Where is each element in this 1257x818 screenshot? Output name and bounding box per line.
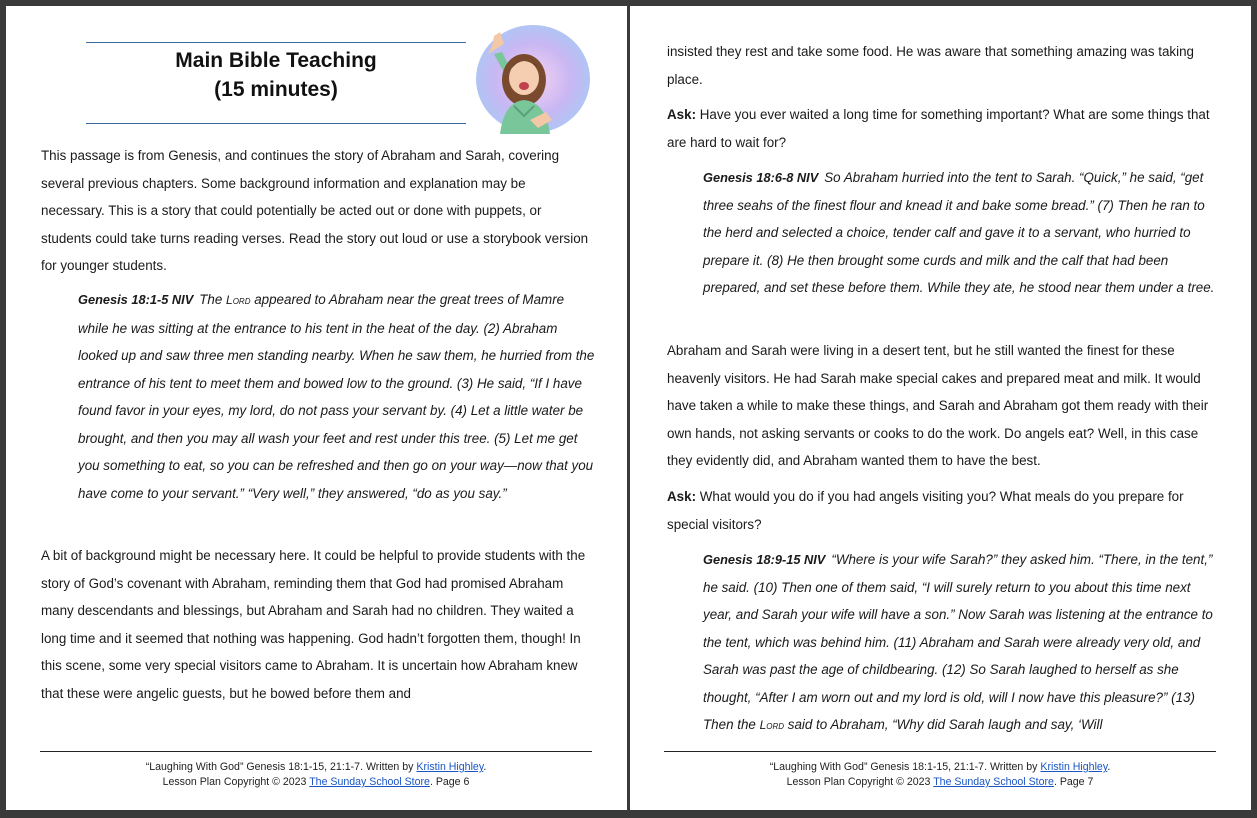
scripture-passage-2: [703, 164, 1223, 302]
scripture-text: So Abraham hurried into the tent to Sarah. “Quick,” he said, “get three seahs of the finest flour and knead it and bake some bread.” (7) Then he ran to the herd and selected a choice, tender calf and gave it to a servant, who hurried to prepare it. (8) He then brought some curds and milk and the calf that had been prepared, and set these before them. While they ate, he stood near them under a tree.: [703, 170, 1215, 295]
ask-text: What would you do if you had angels visiting you? What meals do you prepare for special visitors?: [667, 489, 1184, 532]
footer-rule: [664, 751, 1216, 752]
scripture-reference: Genesis 18:9-15 NIV: [703, 552, 826, 567]
footer-text: .: [483, 761, 487, 773]
ask-text: Have you ever waited a long time for something important? What are some things that are hard to wait for?: [667, 107, 1210, 150]
author-link[interactable]: Kristin Highley: [416, 761, 484, 773]
scripture-passage-3: [703, 546, 1223, 740]
page-7: [630, 6, 1251, 810]
scripture-lord: Lord: [226, 293, 251, 307]
ask-question-1: [667, 101, 1227, 156]
footer-line1: [40, 760, 592, 775]
ask-label: Ask:: [667, 107, 697, 122]
footer-text: “Laughing With God” Genesis 18:1-15, 21:1-7. Written by: [145, 761, 417, 773]
section-title: [86, 46, 466, 104]
footer-text: Lesson Plan Copyright © 2023: [162, 776, 310, 788]
background-paragraph: A bit of background might be necessary here. It could be helpful to provide students with the story of God’s covenant with Abraham, reminding them that God had promised Abraham many descendants and blessings, but Abraham and Sarah had no children. They waited a long time and it seemed that nothing was happening. God hadn’t forgotten them, though! In this scene, some very special visitors came to Abraham. It is uncertain how Abraham knew that these were angelic guests, but he bowed before them and: [41, 548, 586, 701]
footer-line2: [664, 775, 1216, 790]
store-link[interactable]: The Sunday School Store: [933, 776, 1054, 788]
scripture-reference: Genesis 18:6-8 NIV: [703, 170, 819, 185]
ask-label: Ask:: [667, 489, 697, 504]
scripture-lord: Lord: [759, 718, 785, 732]
scripture-reference: Genesis 18:1-5 NIV: [78, 292, 194, 307]
section-title-line2: (15 minutes): [214, 78, 338, 101]
footer-line2: [40, 775, 592, 790]
footer-text: .: [1107, 761, 1111, 773]
ask-question-2: [667, 483, 1227, 538]
continued-paragraph: insisted they rest and take some food. He was aware that something amazing was taking place.: [667, 44, 1194, 87]
page-number: . Page 7: [1053, 776, 1094, 788]
title-bottom-rule: [86, 123, 466, 124]
footer-text: “Laughing With God” Genesis 18:1-15, 21:1-7. Written by: [769, 761, 1041, 773]
page-footer: [40, 760, 592, 790]
title-top-rule: [86, 42, 466, 43]
page-footer: [664, 760, 1216, 790]
footer-line1: [664, 760, 1216, 775]
store-link[interactable]: The Sunday School Store: [309, 776, 430, 788]
footer-rule: [40, 751, 592, 752]
scripture-text: “Where is your wife Sarah?” they asked him. “There, in the tent,” he said. (10) Then one of them said, “I will surely return to you about this time next year, and Sarah your wife will have a son.” Now Sarah was listening at the entrance to the tent, which was behind him. (11) Abraham and Sarah were already very old, and Sarah was past the age of childbearing. (12) So Sarah laughed to herself as she thought, “After I am worn out and my lord is old, will I now have this pleasure?” (13) Then the: [703, 552, 1213, 732]
footer-text: Lesson Plan Copyright © 2023: [786, 776, 934, 788]
intro-paragraph: This passage is from Genesis, and continues the story of Abraham and Sarah, covering several previous chapters. Some background information and explanation may be necessary. This is a story that could potentially be acted out or done with puppets, or students could take turns reading verses. Read the story out loud or use a storybook version for younger students.: [41, 148, 589, 273]
scripture-text: The: [199, 292, 227, 307]
author-link[interactable]: Kristin Highley: [1040, 761, 1108, 773]
scripture-text: appeared to Abraham near the great trees of Mamre while he was sitting at the entrance to his tent in the heat of the day. (2) Abraham looked up and saw three men standing nearby. When he saw them, he hurried from the entrance of his tent to meet them and bowed low to the ground. (3) He said, “If I have found favor in your eyes, my lord, do not pass your servant by. (4) Let a little water be brought, and then you may all wash your feet and rest under this tree. (5) Let me get you something to eat, so you can be refreshed and then go on your way—now that you have come to your servant.” “Very well,” they answered, “do as you say.”: [78, 292, 595, 501]
scripture-passage-1: [78, 286, 598, 507]
page-number: . Page 6: [429, 776, 470, 788]
section-title-line1: Main Bible Teaching: [175, 49, 377, 72]
page-6: [6, 6, 627, 810]
cheering-girl-illustration: [474, 24, 592, 134]
explanation-paragraph: Abraham and Sarah were living in a desert tent, but he still wanted the finest for these heavenly visitors. He had Sarah make special cakes and prepared meat and milk. It would have taken a while to make these things, and Sarah and Abraham got them ready with their own hands, not asking servants or cooks to do the work. Do angels eat? Well, in this case they evidently did, and Abraham wanted them to have the best.: [667, 343, 1209, 468]
scripture-text: said to Abraham, “Why did Sarah laugh and say, ‘Will: [784, 717, 1103, 732]
